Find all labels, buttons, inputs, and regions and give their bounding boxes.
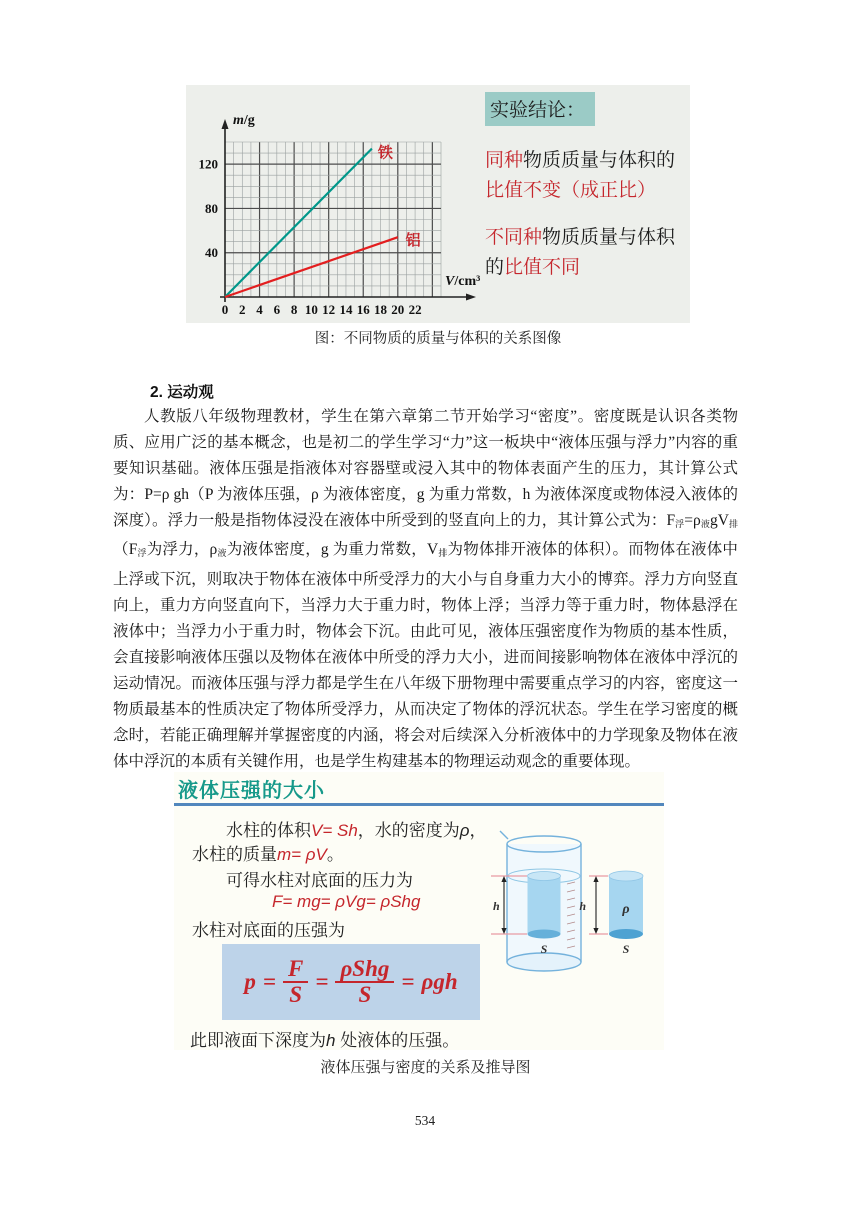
- svg-text:2: 2: [239, 302, 246, 317]
- section-heading: 2. 运动观: [150, 384, 214, 401]
- conclusion-line: 不同种物质质量与体积: [485, 227, 676, 248]
- figure2-title: 液体压强的大小: [178, 780, 325, 802]
- arrowhead-down: [501, 928, 506, 934]
- svg-text:14: 14: [339, 302, 353, 317]
- svg-text:40: 40: [205, 245, 218, 261]
- pressure-intro-line: 水柱对底面的压强为: [192, 921, 345, 940]
- volume-formula-line: 水柱的体积V= Sh，水的密度为ρ，: [226, 821, 487, 840]
- arrowhead-down: [593, 928, 598, 934]
- conclusion-header: 实验结论：: [485, 92, 595, 126]
- beaker-spout: [500, 831, 508, 839]
- svg-text:0: 0: [221, 302, 229, 317]
- beaker-illustration: [489, 822, 664, 1017]
- cylinder-depth-label: h: [579, 899, 586, 913]
- svg-text:22: 22: [408, 302, 422, 317]
- fraction-denominator: S: [289, 982, 303, 1007]
- svg-text:m/g: m/g: [233, 113, 255, 128]
- mass-volume-chart: [194, 89, 486, 321]
- conclusion-line: 比值不变（成正比）: [485, 180, 657, 201]
- fraction-rhoShg-S: [335, 957, 394, 1007]
- cylinder-bottom: [609, 929, 643, 939]
- beaker-depth-label: h: [493, 899, 500, 913]
- page-number: 534: [414, 1113, 436, 1128]
- figure-mass-volume: [186, 85, 690, 323]
- svg-text:6: 6: [273, 302, 281, 317]
- cylinder-area-label: S: [622, 942, 630, 956]
- fraction-denominator: S: [358, 982, 372, 1007]
- water-column-bottom: [528, 930, 561, 939]
- arrowhead-up: [593, 876, 598, 882]
- conclusion-line: 同种物质质量与体积的: [485, 150, 676, 171]
- equals-sign: =: [262, 969, 276, 994]
- arrowhead-up: [501, 876, 506, 882]
- mass-formula-line: 水柱的质量m= ρV。: [192, 845, 344, 864]
- conclusion-paragraph-2: [485, 223, 690, 283]
- cylinder-density-label: ρ: [622, 902, 630, 917]
- svg-text:12: 12: [322, 302, 336, 317]
- fraction-numerator: ρShg: [335, 957, 394, 983]
- figure-liquid-pressure: [174, 772, 664, 1050]
- force-intro-line: 可得水柱对底面的压力为: [226, 871, 413, 890]
- water-column: [528, 876, 561, 934]
- fraction-numerator: F: [283, 957, 308, 983]
- conclusion-line: 的比值不同: [485, 257, 581, 278]
- figure2-caption: 液体压强与密度的关系及推导图: [320, 1060, 531, 1076]
- formula-result: ρgh: [421, 969, 458, 994]
- svg-text:10: 10: [304, 302, 318, 317]
- experiment-conclusion-panel: [485, 92, 690, 283]
- svg-text:120: 120: [198, 156, 218, 172]
- svg-text:8: 8: [290, 302, 298, 317]
- fraction-F-S: [283, 957, 308, 1007]
- equals-sign: =: [401, 969, 415, 994]
- svg-text:18: 18: [374, 302, 388, 317]
- svg-text:V/cm³: V/cm³: [445, 274, 481, 289]
- svg-text:20: 20: [391, 302, 405, 317]
- force-formula-line: F= mg= ρVg= ρShg: [272, 892, 421, 911]
- svg-text:铝: 铝: [405, 232, 421, 249]
- figure1-caption: 图：不同物质的质量与体积的关系图像: [314, 331, 562, 347]
- equals-sign: =: [315, 969, 329, 994]
- conclusion-line: 此即液面下深度为h 处液体的压强。: [190, 1031, 460, 1050]
- title-divider-rule: [174, 803, 664, 806]
- svg-text:80: 80: [205, 200, 218, 216]
- conclusion-paragraph-1: [485, 146, 690, 206]
- formula-lhs: p: [244, 969, 256, 994]
- body-paragraph: 人教版八年级物理教材，学生在第六章第二节开始学习“密度”。密度既是认识各类物质、应用广泛的基本概念，也是初二的学生学习“力”这一板块中“液体压强与浮力”内容的重要知识基础。液体压强是指液体对容器壁或浸入其中的物体表面产生的压力，其计算公式为：P=ρ gh（P 为液体压强，ρ 为液体密度，g 为重力常数，h 为液体深度或物体浸入液体的深度）。浮力一般是指物体浸没在液体中所受到的竖直向上的力，其计算公式为：F浮=ρ液gV排（F浮为浮力，ρ液为液体密度，g 为重力常数，V排为物体排开液体的体积）。而物体在液体中上浮或下沉，则取决于物体在液体中所受浮力的大小与自身重力大小的博弈。浮力方向竖直向上，重力方向竖直向下，当浮力大于重力时，物体上浮；当浮力等于重力时，物体悬浮在液体中；当浮力小于重力时，物体会下沉。由此可见，液体压强密度作为物质的基本性质，会直接影响液体压强以及物体在液体中所受的浮力大小，进而间接影响物体在液体中浮沉的运动情况。而液体压强与浮力都是学生在八年级下册物理中需要重点学习的内容，密度这一物质最基本的性质决定了物体所受浮力，从而决定了物体的浮沉状态。学生在学习密度的概念时，若能正确理解并掌握密度的内涵，将会对后续深入分析液体中的力学现象及物体在液体中浮沉的本质有关键作用，也是学生构建基本的物理运动观念的重要体现。: [113, 408, 738, 771]
- svg-text:铁: 铁: [377, 145, 393, 162]
- cylinder-top: [609, 871, 643, 881]
- svg-text:16: 16: [356, 302, 370, 317]
- beaker-area-label: S: [540, 942, 548, 956]
- svg-text:4: 4: [256, 302, 263, 317]
- water-column-top: [528, 872, 561, 881]
- pressure-formula-box: [222, 944, 480, 1020]
